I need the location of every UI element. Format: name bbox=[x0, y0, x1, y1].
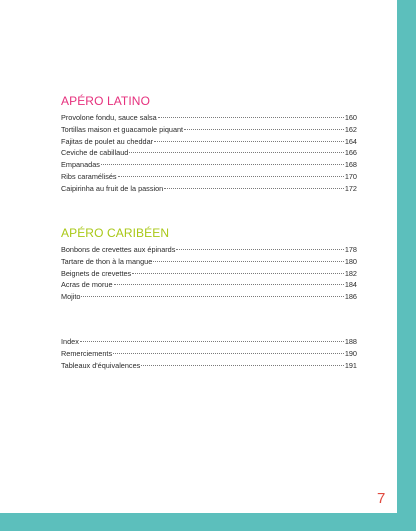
toc-entry-page: 188 bbox=[344, 337, 357, 346]
toc-entry-label: Index bbox=[61, 337, 79, 346]
toc-entry[interactable] bbox=[61, 244, 357, 256]
toc-leader-dots bbox=[80, 341, 344, 342]
toc-entry[interactable] bbox=[61, 171, 357, 183]
toc-leader-dots bbox=[141, 365, 344, 366]
toc-entry-page: 182 bbox=[344, 268, 357, 278]
toc-list-latino bbox=[61, 112, 357, 195]
toc-list-back-matter bbox=[61, 336, 357, 371]
toc-entry-label: Bonbons de crevettes aux épinards bbox=[61, 245, 176, 254]
toc-entry-page: 166 bbox=[344, 148, 357, 158]
toc-leader-dots bbox=[153, 261, 344, 262]
toc-entry[interactable] bbox=[61, 268, 357, 280]
toc-leader-dots bbox=[158, 117, 344, 118]
toc-entry[interactable] bbox=[61, 159, 357, 171]
toc-entry-page: 184 bbox=[344, 280, 357, 290]
toc-entry[interactable] bbox=[61, 136, 357, 148]
section-title-caribeen: APÉRO CARIBÉEN bbox=[61, 226, 170, 240]
toc-entry-label: Beignets de crevettes bbox=[61, 268, 132, 278]
toc-entry-page: 191 bbox=[344, 360, 357, 370]
section-back-matter bbox=[61, 336, 357, 371]
toc-entry[interactable] bbox=[61, 256, 357, 268]
toc-leader-dots bbox=[132, 273, 344, 274]
toc-leader-dots bbox=[164, 188, 344, 189]
toc-leader-dots bbox=[113, 353, 344, 354]
toc-leader-dots bbox=[176, 249, 343, 250]
toc-entry-label: Remerciements bbox=[61, 348, 113, 358]
toc-entry[interactable] bbox=[61, 147, 357, 159]
toc-entry-label: Provolone fondu, sauce salsa bbox=[61, 113, 157, 122]
toc-entry-page: 170 bbox=[344, 171, 357, 181]
toc-entry-page: 172 bbox=[344, 183, 357, 193]
toc-entry-label: Tableaux d'équivalences bbox=[61, 360, 141, 370]
toc-entry-label: Ceviche de cabillaud bbox=[61, 148, 129, 158]
toc-leader-dots bbox=[101, 164, 344, 165]
toc-entry-page: 164 bbox=[344, 136, 357, 146]
toc-leader-dots bbox=[81, 296, 343, 297]
toc-entry-page: 162 bbox=[344, 124, 357, 134]
toc-entry-label: Tartare de thon à la mangue bbox=[61, 256, 153, 266]
toc-entry-label: Caipirinha au fruit de la passion bbox=[61, 183, 164, 193]
toc-entry[interactable] bbox=[61, 348, 357, 360]
toc-entry-page: 168 bbox=[344, 160, 357, 170]
toc-entry-page: 190 bbox=[344, 348, 357, 358]
toc-entry[interactable] bbox=[61, 112, 357, 124]
toc-entry-label: Tortillas maison et guacamole piquant bbox=[61, 124, 184, 134]
page-number: 7 bbox=[377, 490, 386, 507]
toc-list-caribeen bbox=[61, 244, 357, 303]
toc-entry[interactable] bbox=[61, 336, 357, 348]
toc-leader-dots bbox=[114, 284, 344, 285]
toc-entry-label: Fajitas de poulet au cheddar bbox=[61, 136, 154, 146]
toc-entry-label: Acras de morue bbox=[61, 280, 113, 290]
toc-entry-page: 186 bbox=[344, 292, 357, 302]
toc-leader-dots bbox=[154, 141, 344, 142]
toc-entry[interactable] bbox=[61, 124, 357, 136]
toc-entry-label: Empanadas bbox=[61, 160, 100, 170]
section-apero-latino bbox=[61, 94, 357, 195]
toc-leader-dots bbox=[184, 129, 344, 130]
toc-entry[interactable] bbox=[61, 183, 357, 195]
toc-leader-dots bbox=[118, 176, 344, 177]
toc-entry-label: Ribs caramélisés bbox=[61, 171, 117, 181]
toc-entry[interactable] bbox=[61, 279, 357, 291]
toc-entry-page: 180 bbox=[344, 256, 357, 266]
section-title-latino: APÉRO LATINO bbox=[61, 94, 150, 108]
toc-entry[interactable] bbox=[61, 291, 357, 303]
section-apero-caribeen bbox=[61, 226, 357, 303]
toc-leader-dots bbox=[129, 152, 343, 153]
toc-entry-label: Mojito bbox=[61, 292, 81, 302]
toc-entry-page: 178 bbox=[344, 245, 357, 254]
toc-entry-page: 160 bbox=[344, 113, 357, 122]
toc-entry[interactable] bbox=[61, 360, 357, 372]
